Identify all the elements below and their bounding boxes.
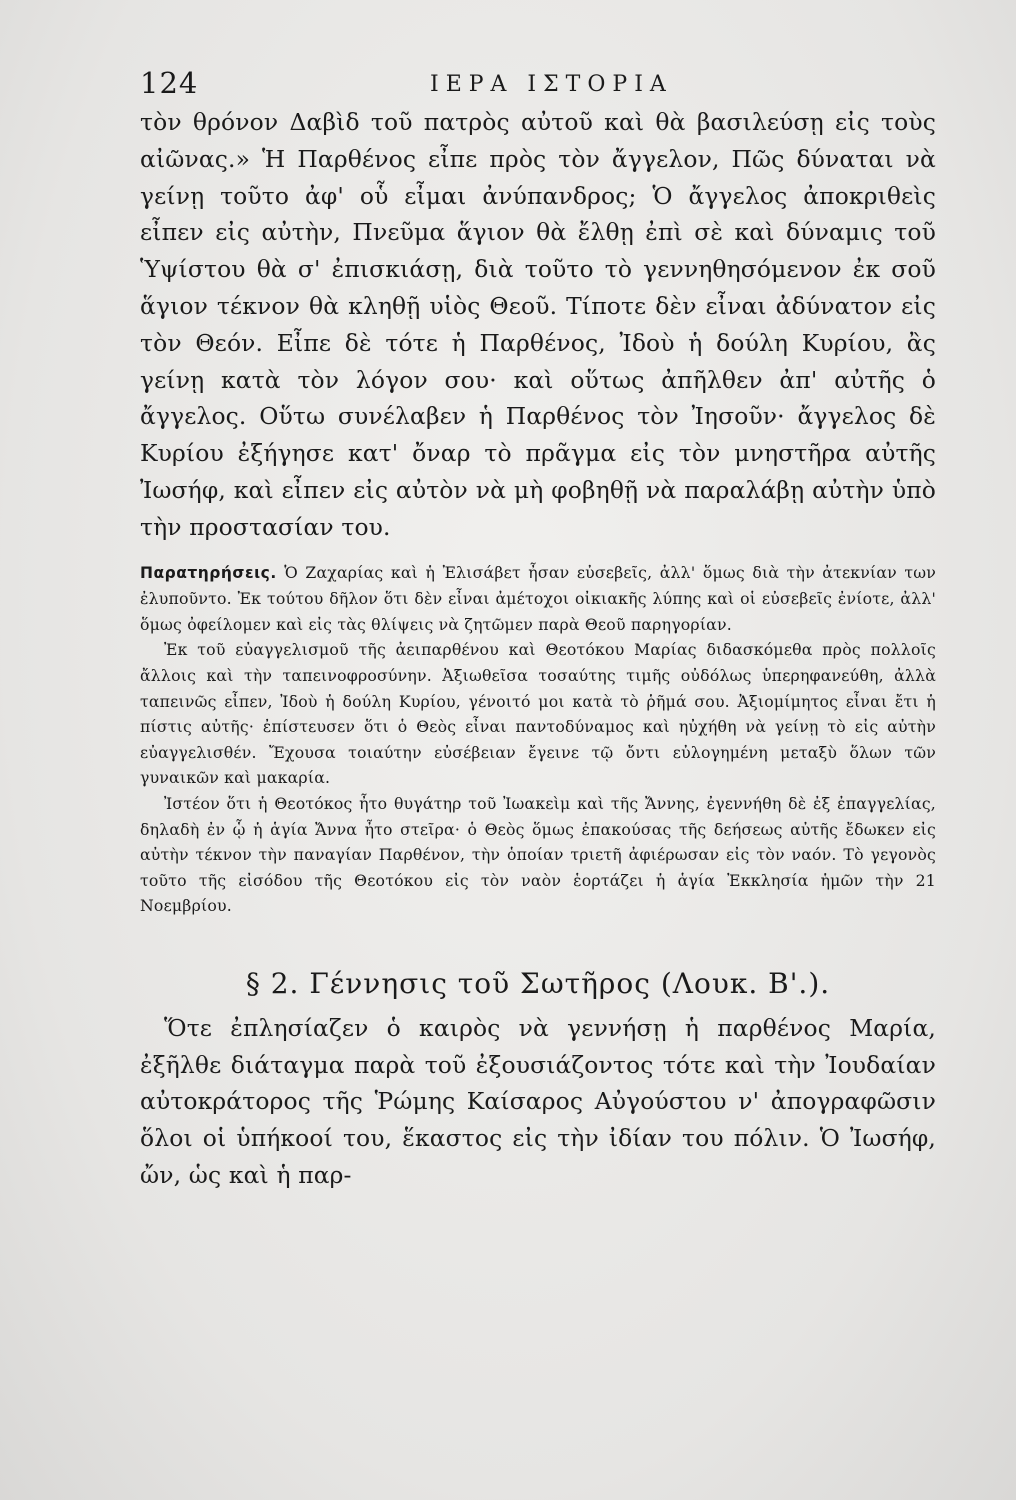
main-paragraph: τὸν θρόνον Δαβὶδ τοῦ πατρὸς αὐτοῦ καὶ θὰ βασιλεύσῃ εἰς τοὺς αἰῶνας.» Ἡ Παρθένος εἶπε πρὸς τὸν ἄγγελον, Πῶς δύναται νὰ γείνῃ τοῦτο ἀφ' οὗ εἶμαι ἀνύπανδρος; Ὁ ἄγγελος ἀποκριθεὶς εἶπεν εἰς αὐτὴν, Πνεῦμα ἅγιον θὰ ἔλθῃ ἐπὶ σὲ καὶ δύναμις τοῦ Ὑψίστου θὰ σ' ἐπισκιάσῃ, διὰ τοῦτο τὸ γεννηθησόμενον ἐκ σοῦ ἅγιον τέκνον θὰ κληθῇ υἱὸς Θεοῦ. Τίποτε δὲν εἶναι ἀδύνατον εἰς τὸν Θεόν. Εἶπε δὲ τότε ἡ Παρθένος, Ἰδοὺ ἡ δούλη Κυρίου, ἂς γείνῃ κατὰ τὸν λόγον σου· καὶ οὕτως ἀπῆλθεν ἀπ' αὐτῆς ὁ ἄγγελος. Οὕτω συνέλαβεν ἡ Παρθένος τὸν Ἰησοῦν· ἄγγελος δὲ Κυρίου ἐξήγησε κατ' ὄναρ τὸ πρᾶγμα εἰς τὸν μνηστῆρα αὐτῆς Ἰωσήφ, καὶ εἶπεν εἰς αὐτὸν νὰ μὴ φοβηθῇ νὰ παραλάβῃ αὐτὴν ὑπὸ τὴν προστασίαν του. [140, 108, 936, 541]
notes-paragraph-2: Ἐκ τοῦ εὐαγγελισμοῦ τῆς ἀειπαρθένου καὶ Θεοτόκου Μαρίας διδασκόμεθα πρὸς πολλοῖς ἄλλοις καὶ τὴν ταπεινοφροσύνην. Ἀξιωθεῖσα τοσαύτης τιμῆς οὐδόλως ὑπερηφανεύθη, ἀλλὰ ταπεινῶς εἶπεν, Ἰδοὺ ἡ δούλη Κυρίου, γένοιτό μοι κατὰ τὸ ῥῆμά σου. Ἀξιομίμητος εἶναι ἔτι ἡ πίστις αὐτῆς· ἐπίστευσεν ὅτι ὁ Θεὸς εἶναι παντοδύναμος καὶ ηὐχήθη νὰ γείνῃ τὸ εἰς αὐτὴν εὐαγγελισθέν. Ἔχουσα τοιαύτην εὐσέβειαν ἔγεινε τῷ ὄντι εὐλογημένη μεταξὺ ὅλων τῶν γυναικῶν καὶ μακαρία. [140, 640, 936, 788]
main-text [140, 104, 936, 546]
notes-text-1: Ὁ Ζαχαρίας καὶ ἡ Ἐλισάβετ ἦσαν εὐσεβεῖς, ἀλλ' ὅμως διὰ τὴν ἀτεκνίαν των ἐλυποῦντο. Ἐκ τούτου δῆλον ὅτι δὲν εἶναι ἀμέτοχοι οἰκιακῆς λύπης καὶ οἱ εὐσεβεῖς ἐνίοτε, ἀλλ' ὅμως ὀφείλομεν καὶ εἰς τὰς θλίψεις νὰ ζητῶμεν παρὰ Θεοῦ παρηγορίαν. [140, 562, 937, 634]
page-number: 124 [140, 66, 199, 100]
running-title: ΙΕΡΑ ΙΣΤΟΡΙΑ [430, 72, 673, 97]
page-header [140, 66, 936, 106]
notes-paragraph-1 [140, 560, 936, 638]
section-body [140, 1010, 936, 1194]
notes-paragraph-3: Ἰστέον ὅτι ἡ Θεοτόκος ἦτο θυγάτηρ τοῦ Ἰωακεὶμ καὶ τῆς Ἄννης, ἐγεννήθη δὲ ἐξ ἐπαγγελίας, δηλαδὴ ἐν ᾧ ἡ ἁγία Ἄννα ἦτο στεῖρα· ὁ Θεὸς ὅμως ἐπακούσας τῆς δεήσεως αὐτῆς ἔδωκεν εἰς αὐτὴν τέκνον τὴν παναγίαν Παρθένον, τὴν ὁποίαν τριετῆ ἀφιέρωσαν εἰς τὸν ναόν. Τὸ γεγονὸς τοῦτο τῆς εἰσόδου τῆς Θεοτόκου εἰς τὸν ναὸν ἑορτάζει ἡ ἁγία Ἐκκλησία ἡμῶν τὴν 21 Νοεμβρίου. [140, 793, 936, 916]
notes-block [140, 560, 936, 919]
section-heading: § 2. Γέννησις τοῦ Σωτῆρος (Λουκ. Β'.). [245, 966, 831, 1000]
page-content [140, 104, 936, 1194]
notes-label: Παρατηρήσεις. [140, 563, 277, 582]
section-paragraph: Ὅτε ἐπλησίαζεν ὁ καιρὸς νὰ γεννήσῃ ἡ παρθένος Μαρία, ἐξῆλθε διάταγμα παρὰ τοῦ ἐξουσιάζοντος τότε καὶ τὴν Ἰουδαίαν αὐτοκράτορος τῆς Ῥώμης Καίσαρος Αὐγούστου ν' ἀπογραφῶσιν ὅλοι οἱ ὑπήκοοί του, ἕκαστος εἰς τὴν ἰδίαν του πόλιν. Ὁ Ἰωσήφ, ὤν, ὡς καὶ ἡ παρ- [140, 1013, 936, 1190]
